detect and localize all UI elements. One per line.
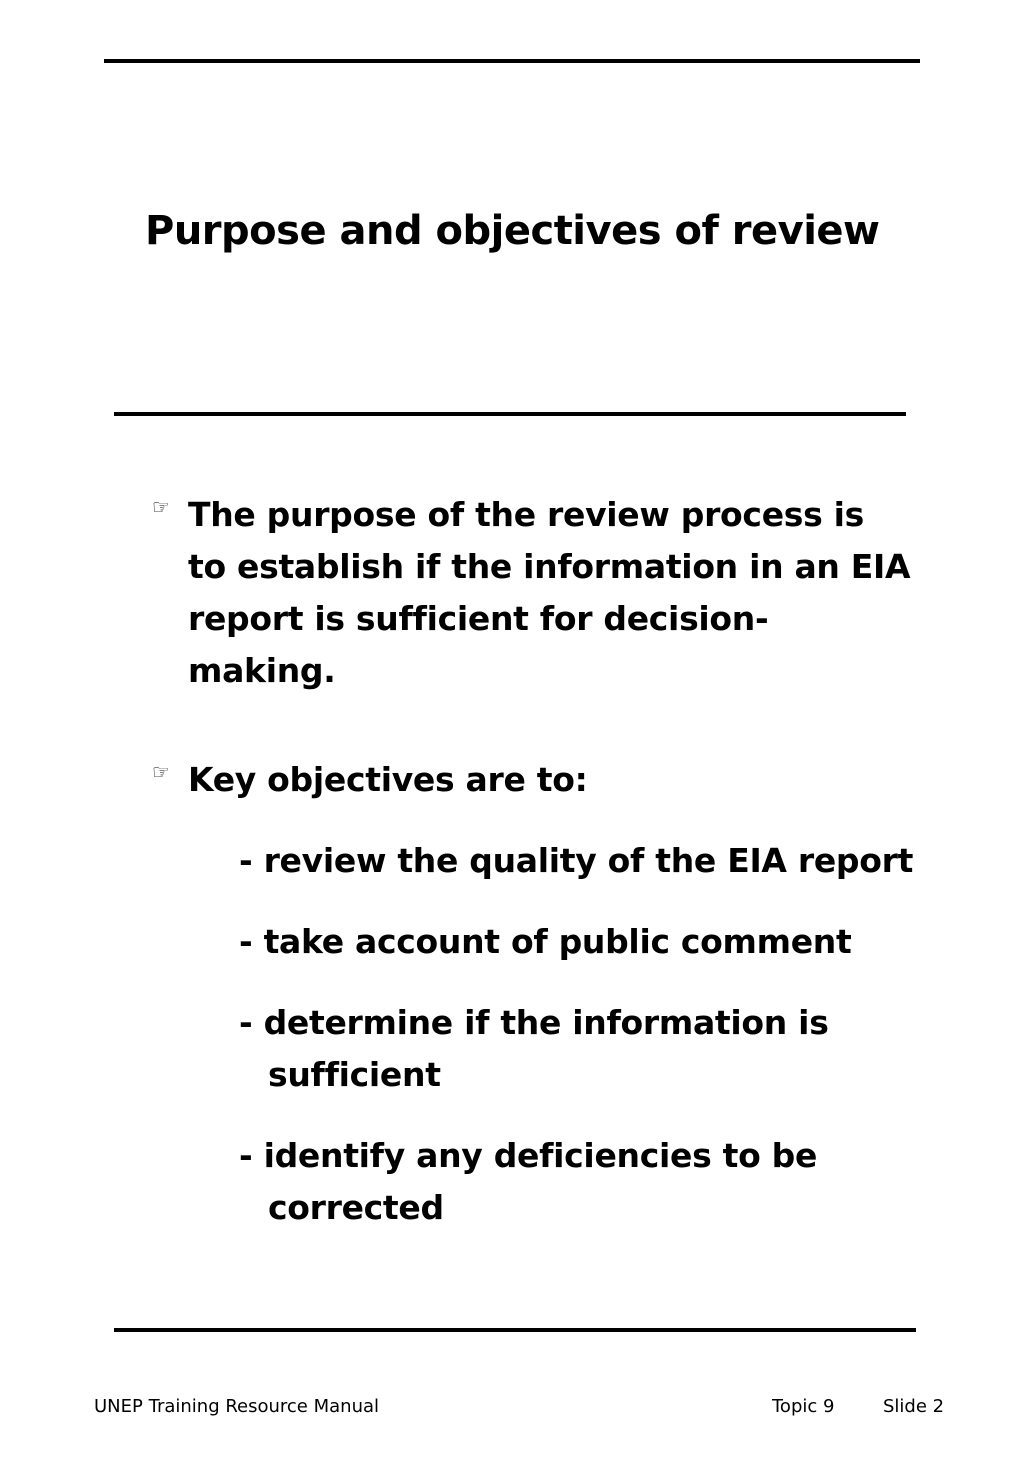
objective-item: - determine if the information is sufficient (239, 1003, 829, 1094)
objective-item: - take account of public comment (239, 922, 852, 961)
footer-topic: Topic 9 (772, 1396, 835, 1417)
pointing-hand-icon: ☞ (152, 760, 170, 784)
objective-item: - review the quality of the EIA report (239, 841, 914, 880)
footer-source: UNEP Training Resource Manual (94, 1396, 380, 1417)
bullet-text: Key objectives are to: (188, 760, 588, 799)
footer-slide-number: Slide 2 (883, 1396, 945, 1417)
bullet-purpose (152, 489, 912, 697)
bullet-text: The purpose of the review process is to establish if the information in an EIA report is sufficient for decision-making. (188, 495, 911, 690)
title-divider (114, 412, 906, 416)
bottom-divider (114, 1328, 916, 1332)
bullet-key-objectives (152, 754, 912, 806)
top-divider (104, 59, 920, 63)
page-title: Purpose and objectives of review (145, 208, 880, 254)
pointing-hand-icon: ☞ (152, 495, 170, 519)
objective-item: - identify any deficiencies to be corrected (239, 1136, 818, 1227)
